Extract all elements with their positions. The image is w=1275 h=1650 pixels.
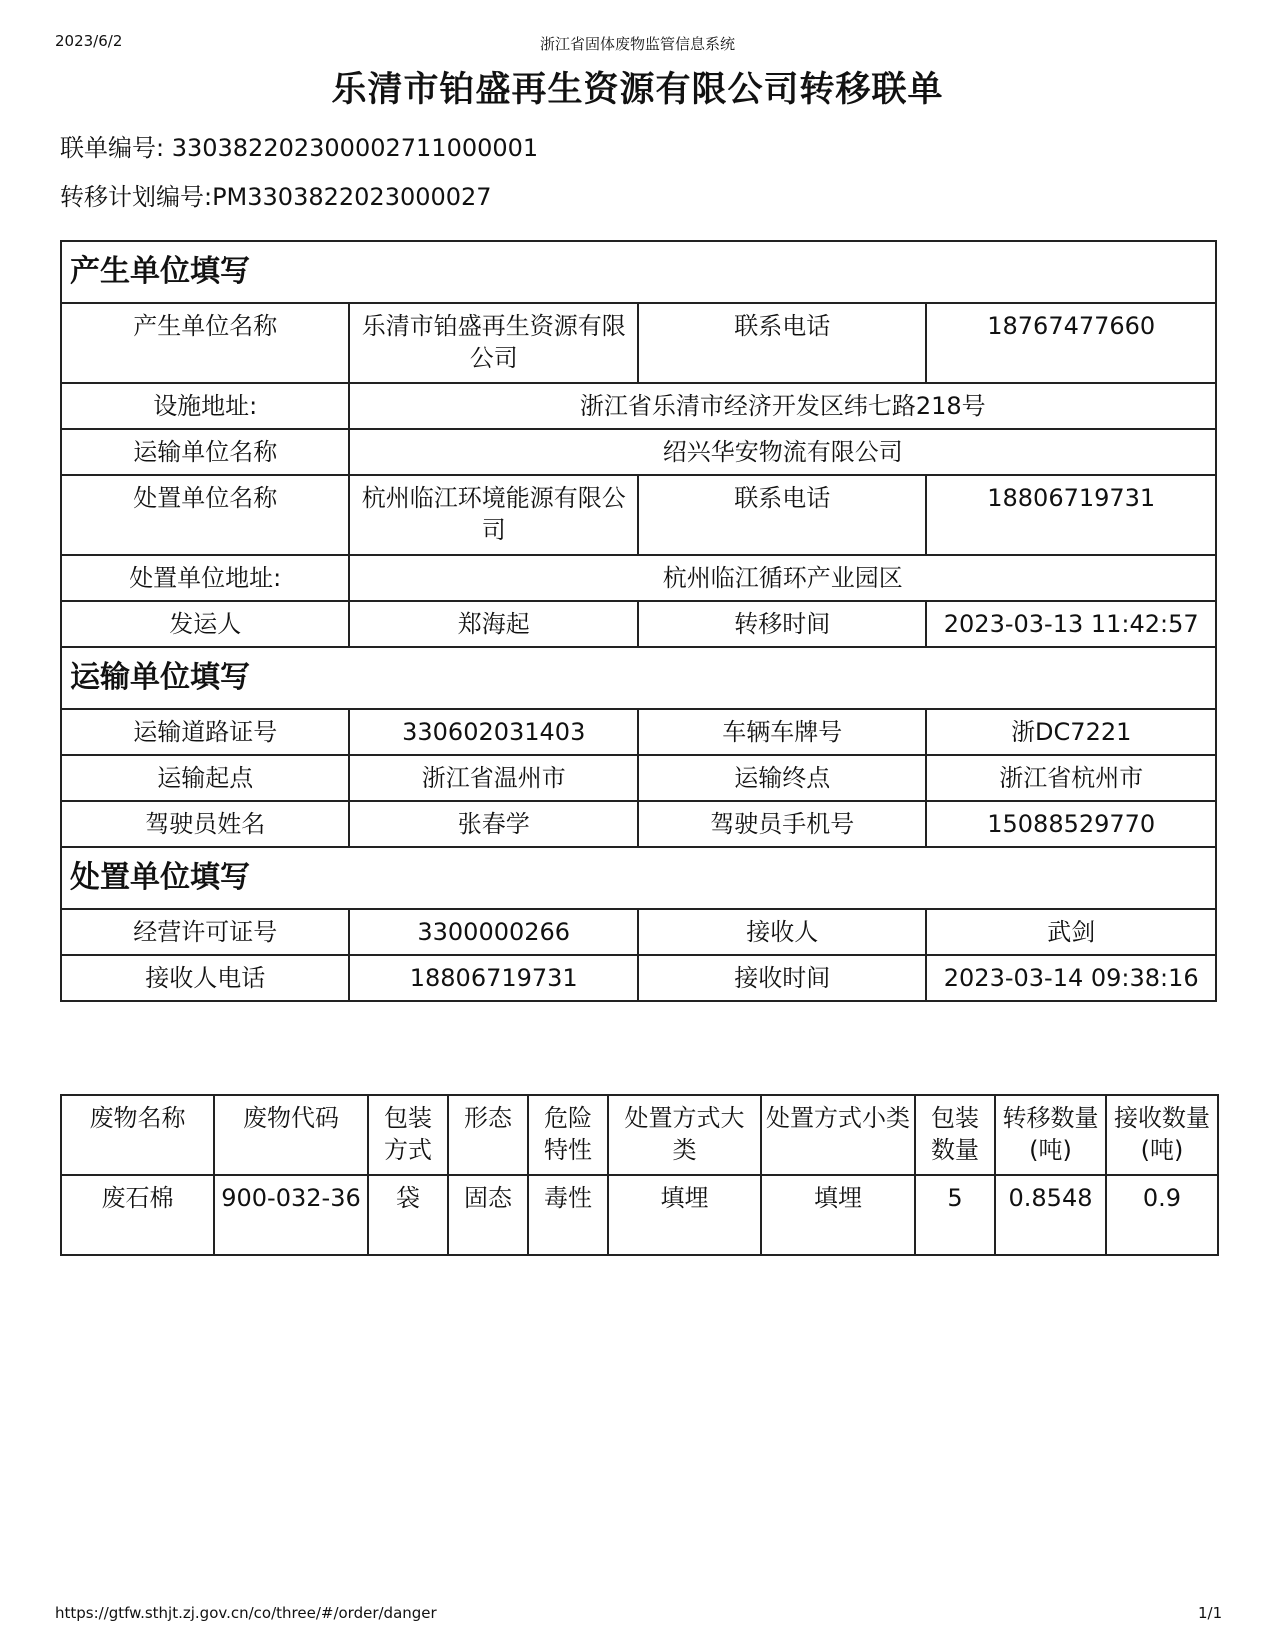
cell-transfer-qty: 0.8548 [995,1175,1106,1255]
cell-waste-name: 废石棉 [61,1175,214,1255]
shipper-value: 郑海起 [349,601,637,647]
transport-section-heading: 运输单位填写 [61,647,1216,709]
header-form: 形态 [448,1095,528,1175]
driver-name-label: 驾驶员姓名 [61,801,349,847]
header-package-count: 包装数量 [915,1095,995,1175]
header-hazard: 危险特性 [528,1095,608,1175]
receiver-phone-value: 18806719731 [349,955,637,1001]
disposer-address-label: 处置单位地址: [61,555,349,601]
disposal-section-heading: 处置单位填写 [61,847,1216,909]
manifest-table [60,240,1217,1002]
producer-name-label: 产生单位名称 [61,303,349,383]
header-waste-name: 废物名称 [61,1095,214,1175]
transfer-time-value: 2023-03-13 11:42:57 [926,601,1216,647]
origin-label: 运输起点 [61,755,349,801]
cell-hazard: 毒性 [528,1175,608,1255]
shipper-label: 发运人 [61,601,349,647]
road-permit-label: 运输道路证号 [61,709,349,755]
plate-label: 车辆车牌号 [638,709,926,755]
disposer-name-value: 杭州临江环境能源有限公司 [349,475,637,555]
producer-phone-label: 联系电话 [638,303,926,383]
manifest-number: 联单编号: 330382202300002711000001 [60,134,539,162]
producer-section-heading: 产生单位填写 [61,241,1216,303]
license-value: 3300000266 [349,909,637,955]
page-title: 乐清市铂盛再生资源有限公司转移联单 [331,70,944,110]
footer-url[interactable]: https://gtfw.sthjt.zj.gov.cn/co/three/#/order/danger [55,1604,437,1622]
header-disposal-category: 处置方式大类 [608,1095,761,1175]
receive-time-label: 接收时间 [638,955,926,1001]
print-date: 2023/6/2 [55,32,123,50]
driver-name-value: 张春学 [349,801,637,847]
driver-phone-label: 驾驶员手机号 [638,801,926,847]
facility-address-label: 设施地址: [61,383,349,429]
driver-phone-value: 15088529770 [926,801,1216,847]
header-transfer-qty: 转移数量(吨) [995,1095,1106,1175]
receiver-label: 接收人 [638,909,926,955]
waste-table [60,1094,1219,1256]
license-label: 经营许可证号 [61,909,349,955]
disposer-name-label: 处置单位名称 [61,475,349,555]
plate-value: 浙DC7221 [926,709,1216,755]
header-packaging: 包装方式 [368,1095,448,1175]
receiver-value: 武剑 [926,909,1216,955]
cell-package-count: 5 [915,1175,995,1255]
header-received-qty: 接收数量(吨) [1106,1095,1218,1175]
system-name: 浙江省固体废物监管信息系统 [539,35,735,53]
transporter-name-label: 运输单位名称 [61,429,349,475]
table-row [61,1175,1218,1255]
cell-packaging: 袋 [368,1175,448,1255]
facility-address-value: 浙江省乐清市经济开发区纬七路218号 [349,383,1216,429]
disposer-phone-label: 联系电话 [638,475,926,555]
cell-disposal-category: 填埋 [608,1175,761,1255]
origin-value: 浙江省温州市 [349,755,637,801]
receive-time-value: 2023-03-14 09:38:16 [926,955,1216,1001]
disposer-phone-value: 18806719731 [926,475,1216,555]
transfer-time-label: 转移时间 [638,601,926,647]
cell-disposal-subcategory: 填埋 [761,1175,915,1255]
disposer-address-value: 杭州临江循环产业园区 [349,555,1216,601]
transporter-name-value: 绍兴华安物流有限公司 [349,429,1216,475]
page-number: 1/1 [1198,1604,1223,1622]
road-permit-value: 330602031403 [349,709,637,755]
destination-label: 运输终点 [638,755,926,801]
destination-value: 浙江省杭州市 [926,755,1216,801]
producer-name-value: 乐清市铂盛再生资源有限公司 [349,303,637,383]
plan-number: 转移计划编号:PM3303822023000027 [60,183,492,211]
cell-received-qty: 0.9 [1106,1175,1218,1255]
producer-phone-value: 18767477660 [926,303,1216,383]
cell-form: 固态 [448,1175,528,1255]
header-waste-code: 废物代码 [214,1095,368,1175]
cell-waste-code: 900-032-36 [214,1175,368,1255]
header-disposal-subcategory: 处置方式小类 [761,1095,915,1175]
waste-table-header [61,1095,1218,1175]
receiver-phone-label: 接收人电话 [61,955,349,1001]
